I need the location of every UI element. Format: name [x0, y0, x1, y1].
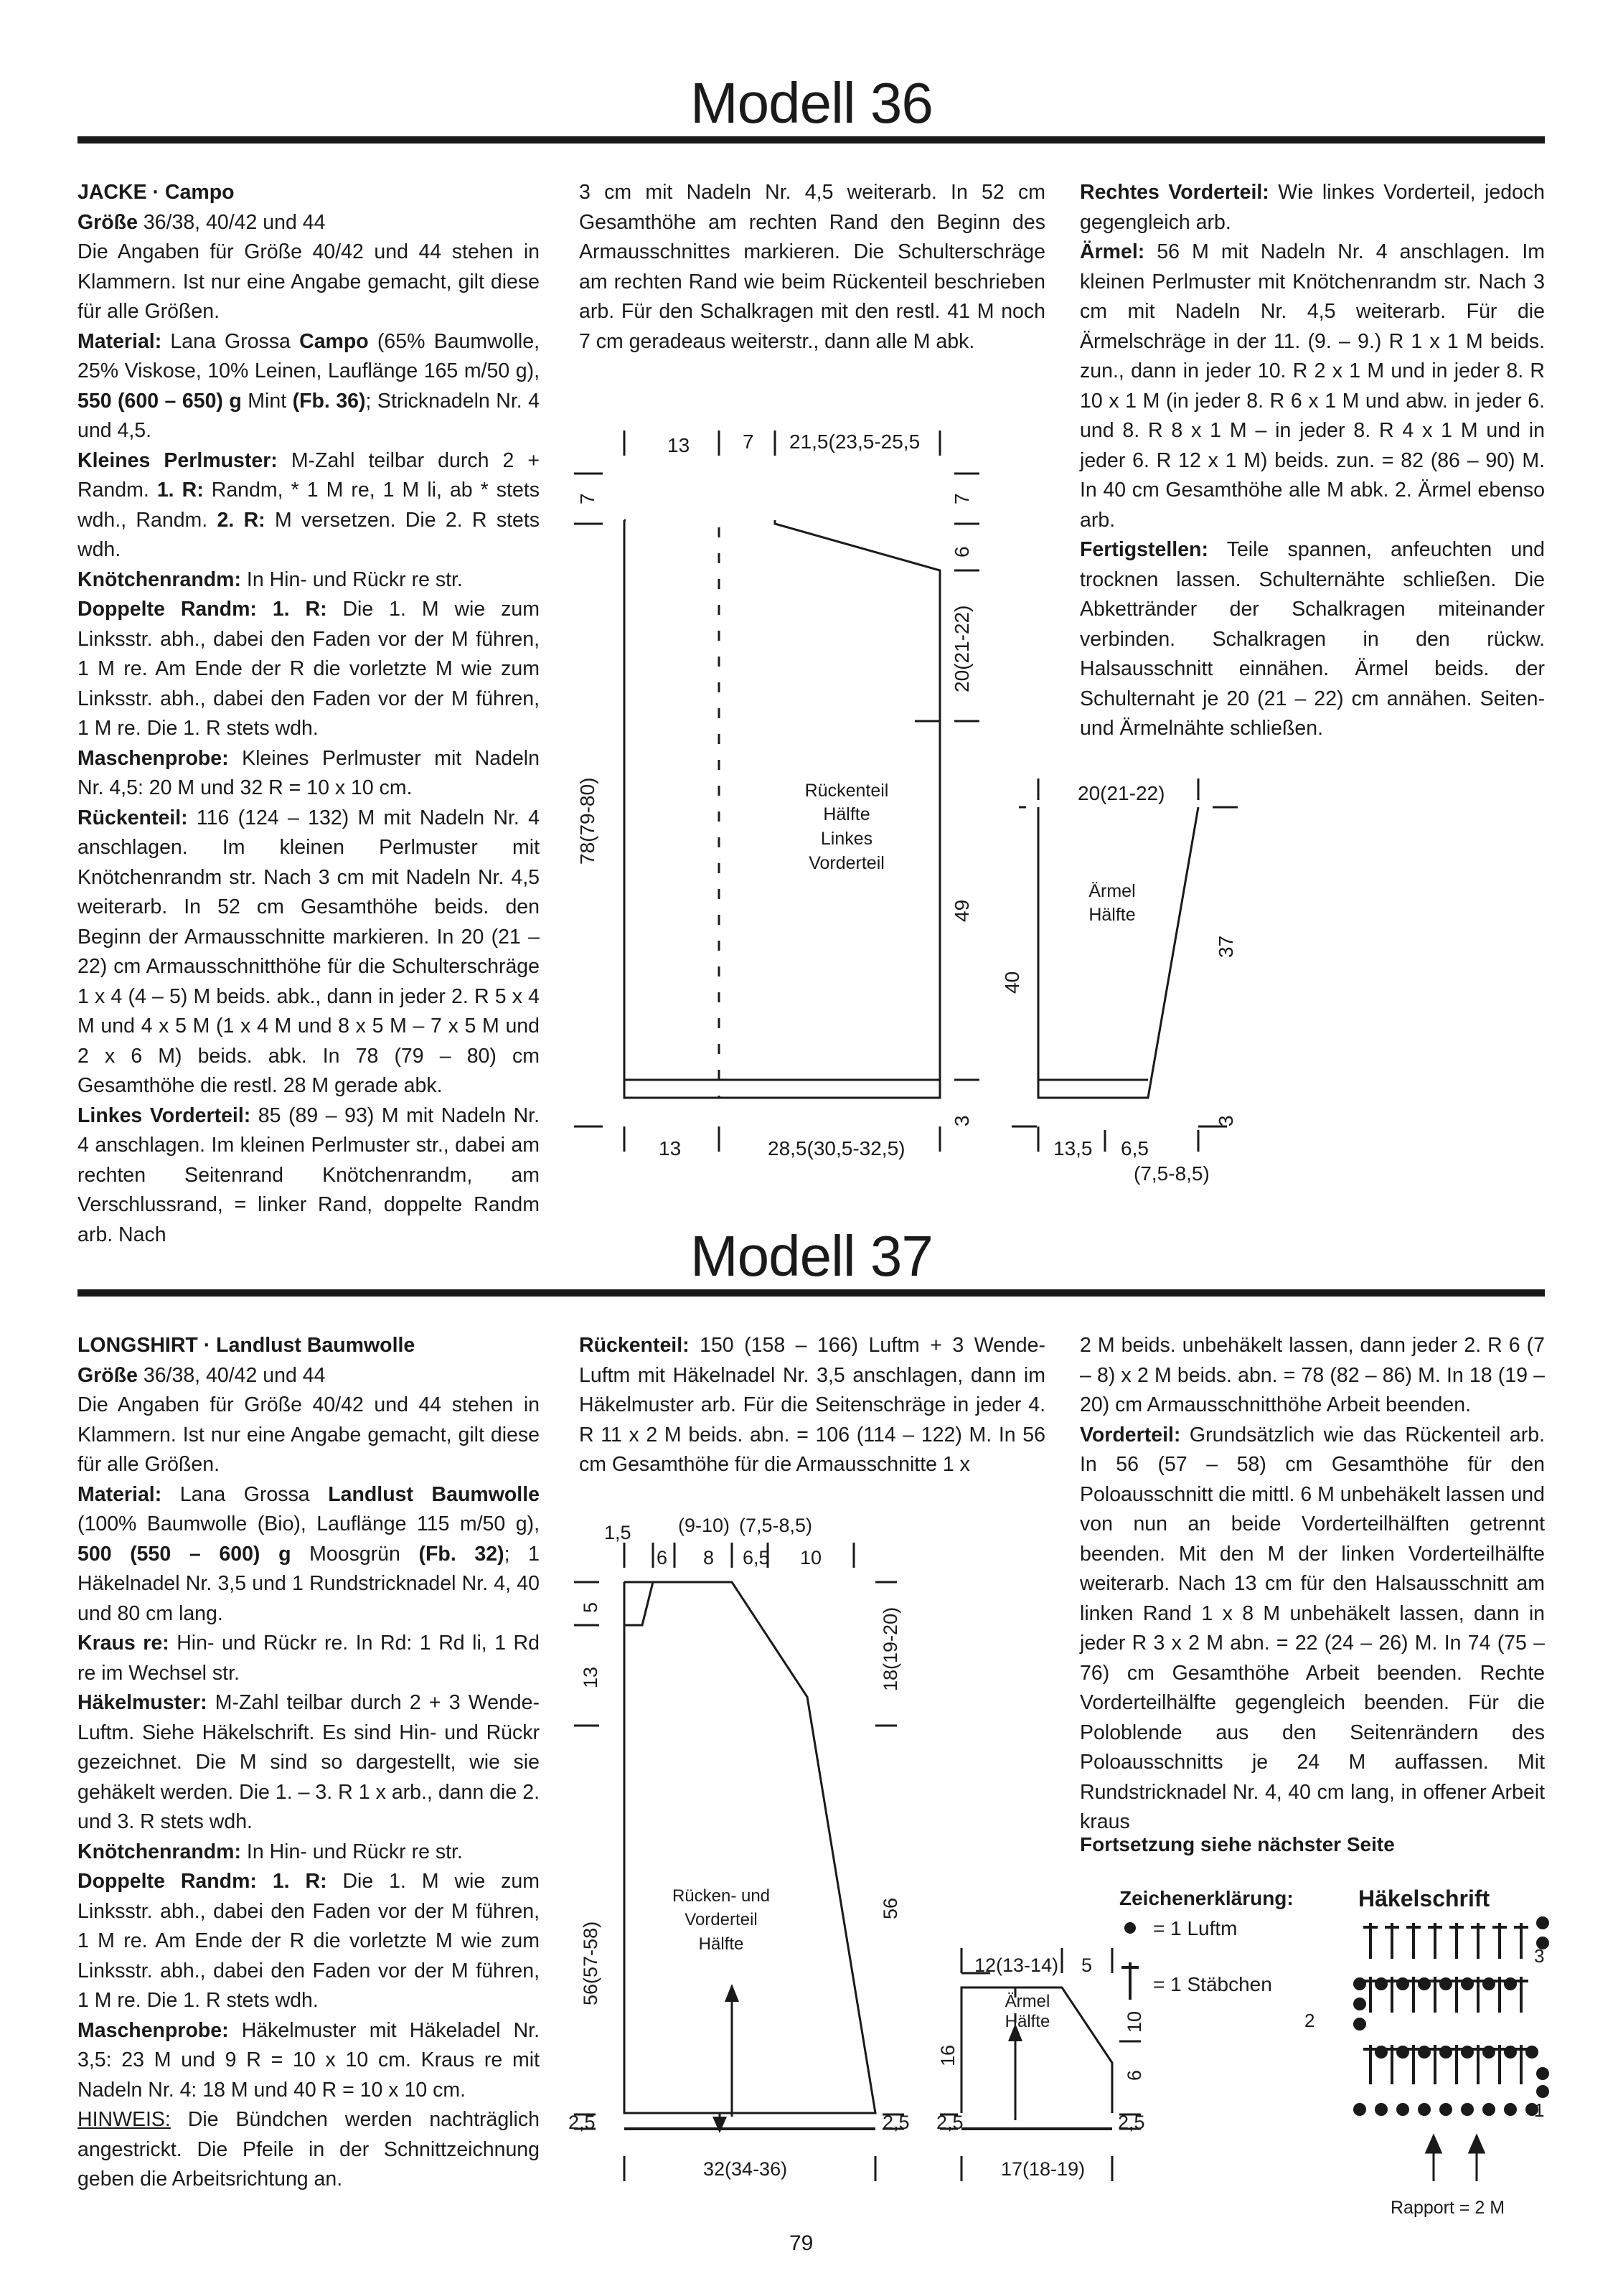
chart-row-3: 3 — [1534, 1945, 1545, 1967]
legend-title: Zeichenerklärung: — [1119, 1887, 1294, 1909]
paragraph — [77, 1331, 540, 1361]
luftm-mark — [1505, 2047, 1515, 2057]
dim-top-13: 13 — [667, 434, 690, 456]
luftm-mark — [1419, 2047, 1429, 2057]
text-run: Rechtes Vorderteil: — [1080, 181, 1269, 204]
body-label-3: Linkes — [820, 829, 873, 849]
text-run: Die Angaben für Größe 40/42 und 44 stehen in Klammern. Ist nur eine Angabe gemacht, gilt diese für alle Größen. — [77, 1393, 540, 1476]
text-run: 550 (600 – 650) g — [77, 389, 242, 413]
model37-title-rule — [77, 1289, 1545, 1297]
chart-row-1: 1 — [1534, 2099, 1545, 2121]
luftm-mark — [1355, 2104, 1365, 2114]
paragraph — [77, 565, 540, 596]
paragraph — [1080, 178, 1545, 237]
text-run: Ärmel: — [1080, 240, 1145, 263]
dim-top-910: (9-10) — [678, 1515, 730, 1536]
continued-note: Fortsetzung siehe nächster Seite — [1080, 1833, 1395, 1855]
text-run: Die 1. M wie zum Linksstr. abh., dabei den Faden vor der M führen, 1 M re. Am Ende der R die vorletzte M wie zum Linksstr. abh., dabei den Faden vor der M führen, 1 M re. Die 1. R stets wdh. — [77, 598, 540, 740]
model36-column-1 — [77, 178, 540, 1250]
sleeve-label-2: Hälfte — [1088, 905, 1136, 925]
paragraph — [77, 1101, 540, 1251]
dim-left-56: 56(57-58) — [580, 1921, 601, 2005]
text-run: In Hin- und Rückr re str. — [241, 568, 463, 591]
text-run: (Fb. 32) — [418, 1542, 504, 1566]
luftm-mark — [1376, 1979, 1386, 1989]
luftm-mark — [1419, 2104, 1429, 2114]
paragraph — [579, 178, 1045, 357]
text-run: 2 M beids. unbehäkelt lassen, dann jeder 2. R 6 (7 – 8) x 2 M beids. abn. = 78 (82 – 86) M. In 18 (19 – 20) cm Armausschnitthöhe Arbeit beenden. — [1080, 1334, 1545, 1416]
text-run: In Hin- und Rückr re str. — [241, 1840, 463, 1863]
dim-top-8: 8 — [703, 1547, 715, 1568]
dim-top-65: 6,5 — [743, 1547, 770, 1568]
dim-top-758: (7,5-8,5) — [739, 1515, 813, 1536]
text-run: Campo — [299, 329, 369, 353]
text-run: Häkelmuster mit Häkeladel Nr. 3,5: 23 M und 9 R = 10 x 10 cm. Kraus re mit Nadeln Nr. 4: 18 M und 40 R = 10 x 10 cm. — [77, 2018, 540, 2102]
dim-left-13: 13 — [580, 1666, 601, 1688]
luftm-mark — [1398, 2104, 1408, 2114]
text-run: M-Zahl teilbar durch 2 + 3 Wende-Luftm. Siehe Häkelschrift. Es sind Hin- und Rückr gezeichnet. Die M sind so dargestellt, wie sie gehäkelt werden. Die 1. – 3. R 1 x arb., dann die 2. und 3. R stets wdh. — [77, 1691, 540, 1833]
text-run: Doppelte Randm: 1. R: — [77, 1870, 327, 1893]
text-run: 150 (158 – 166) Luftm + 3 Wende-Luftm mit Häkelnadel Nr. 3,5 anschlagen, dann im Häkelmuster arb. Für die Seitenschräge in jeder 4. R 11 x 2 M beids. abn. = 106 (114 – 122) M. In 56 cm Gesamthöhe für die Armausschnitte 1 x — [579, 1334, 1045, 1476]
sleeve-outline — [1038, 807, 1198, 1098]
text-run: Grundsätzlich wie das Rückenteil arb. In 56 (57 – 58) cm Gesamthöhe für den Poloausschnitt die mittl. 6 M unbehäkelt lassen und von nun an beide Vorderteilhälften getrennt beenden. Mit den M der linken Vorderteilhälfte weiterarb. Nach 13 cm für den Halsausschnitt am linken Rand 1 x 8 M unbehäkelt lassen, dann in jeder R 3 x 2 M abn. = 22 (24 – 26) M. In 74 (75 – 76) cm Gesamthöhe Arbeit beenden. Rechte Vorderteilhälfte gegengleich beenden. Für die Poloblende aus den Seitenrändern des Poloausschnitts je 24 M auffassen. Mit Rundstricknadel Nr. 4, 40 cm lang, in offener Arbeit kraus — [1080, 1423, 1545, 1833]
model36-title: Modell 36 — [690, 71, 933, 135]
model37-title: Modell 37 — [690, 1224, 933, 1288]
luftm-mark — [1484, 2047, 1494, 2057]
text-run: 500 (550 – 600) g — [77, 1542, 291, 1566]
dim-bottom-13: 13 — [659, 1137, 682, 1159]
staebchen-symbol — [1121, 1962, 1139, 2000]
dim-right-6: 6 — [951, 546, 973, 557]
sleeve-37: 37 — [1215, 935, 1237, 958]
luftm-symbol — [1124, 1922, 1136, 1934]
text-run: Maschenprobe: — [77, 2018, 229, 2042]
body-outline — [624, 520, 940, 1098]
sleeve-17: 17(18-19) — [1001, 2158, 1086, 2180]
staebchen-mark — [1428, 1923, 1442, 1959]
sleeve-label-1: Ärmel — [1005, 1992, 1050, 2011]
staebchen-mark — [1492, 1923, 1507, 1959]
luftm-mark — [1462, 2047, 1472, 2057]
legend-luftm: = 1 Luftm — [1153, 1917, 1238, 1939]
dim-right-18: 18(19-20) — [880, 1606, 901, 1691]
luftm-mark — [1505, 2104, 1515, 2114]
luftm-mark — [1441, 1979, 1451, 1989]
crochet-chart — [1292, 1912, 1550, 2231]
paragraph — [77, 804, 540, 1101]
text-run: LONGSHIRT · Landlust Baumwolle — [77, 1334, 415, 1357]
sleeve-10: 10 — [1124, 2010, 1145, 2033]
text-run: Hin- und Rückr re. In Rd: 1 Rd li, 1 Rd re im Wechsel str. — [77, 1632, 540, 1685]
sleeve-3: 3 — [1215, 1115, 1237, 1126]
sleeve-25-left: 2,5 — [936, 2112, 964, 2133]
text-run: (65% Baumwolle, 25% Viskose, 10% Leinen, Lauflänge 165 m/50 g), — [77, 329, 540, 382]
text-run: ; 1 Häkelnadel Nr. 3,5 und 1 Rundstricknadel Nr. 4, 40 und 80 cm lang. — [77, 1542, 540, 1625]
luftm-mark — [1441, 2104, 1451, 2114]
staebchen-mark — [1406, 1923, 1421, 1959]
text-run: Maschenprobe: — [77, 746, 229, 770]
paragraph — [77, 1391, 540, 1480]
text-run: Rückenteil: — [579, 1334, 690, 1357]
dim-left-5: 5 — [580, 1601, 601, 1613]
dim-right-25: 2,5 — [883, 2112, 910, 2133]
paragraph — [77, 1361, 540, 1391]
text-run: Moosgrün — [291, 1542, 419, 1566]
paragraph — [77, 2105, 540, 2195]
sleeve-5: 5 — [1081, 1954, 1093, 1976]
legend-symbols — [1116, 1912, 1302, 2005]
chart-row-2: 2 — [1304, 2010, 1315, 2031]
text-run: 2. R: — [217, 508, 265, 532]
page-number: 79 — [789, 2231, 814, 2255]
sleeve-25-right: 2,5 — [1118, 2112, 1145, 2133]
staebchen-mark — [1363, 1923, 1378, 1959]
text-run: 36/38, 40/42 und 44 — [137, 210, 326, 234]
staebchen-mark — [1514, 1923, 1528, 1959]
text-run: Die Angaben für Größe 40/42 und 44 stehen in Klammern. Ist nur eine Angabe gemacht, gilt diese für alle Größen. — [77, 240, 540, 323]
text-run: JACKE · Campo — [77, 181, 235, 204]
luftm-mark — [1398, 1979, 1408, 1989]
luftm-mark — [1376, 2104, 1386, 2114]
luftm-mark — [1538, 2069, 1548, 2079]
body-label-2: Hälfte — [823, 804, 870, 824]
staebchen-mark — [1471, 1923, 1485, 1959]
luftm-mark — [1355, 1999, 1365, 2009]
dim-right-20: 20(21-22) — [951, 605, 973, 692]
text-run: HINWEIS: — [77, 2108, 171, 2131]
luftm-mark — [1462, 2104, 1472, 2114]
text-run: Größe — [77, 210, 138, 234]
text-run: Lana Grossa — [161, 329, 300, 353]
sleeve-135: 13,5 — [1053, 1137, 1093, 1159]
sleeve-6: 6 — [1124, 2069, 1145, 2081]
model36-schematic — [567, 420, 1299, 1216]
paragraph — [77, 2016, 540, 2106]
text-run: 1. R: — [156, 479, 204, 502]
text-run: Kraus re: — [77, 1632, 169, 1655]
paragraph — [77, 595, 540, 744]
text-run: 3 cm mit Nadeln Nr. 4,5 weiterarb. In 52 cm Gesamthöhe am rechten Rand den Beginn des Armausschnittes markieren. Die Schulterschräge am rechten Rand wie beim Rückenteil beschrieben arb. Für den Schalkragen mit den restl. 41 M noch 7 cm geradeaus weiterstr., dann alle M abk. — [579, 181, 1045, 353]
text-run: ; Stricknadeln Nr. 4 und 4,5. — [77, 389, 540, 442]
paragraph — [1080, 1331, 1545, 1421]
body-arrow-down-head — [712, 2117, 727, 2133]
text-run: Landlust Baumwolle — [328, 1482, 540, 1506]
text-run: Randm, * 1 M re, 1 M li, ab * stets wdh., Randm. — [77, 479, 540, 532]
sleeve-12: 12(13-14) — [974, 1954, 1059, 1976]
sleeve-16: 16 — [937, 2044, 959, 2066]
luftm-mark — [1538, 1918, 1548, 1928]
body-outline — [624, 1582, 875, 2113]
body-label-2: Vorderteil — [685, 1910, 758, 1929]
text-run: Knötchenrandm: — [77, 568, 241, 591]
paragraph — [77, 1838, 540, 1868]
body-label-4: Vorderteil — [809, 853, 885, 873]
sleeve-label-2: Hälfte — [1005, 2012, 1050, 2031]
sleeve-65: 6,5 — [1121, 1137, 1149, 1159]
text-run: Fertigstellen: — [1080, 538, 1208, 561]
text-run: Mint — [241, 389, 293, 413]
paragraph — [77, 1480, 540, 1629]
paragraph — [77, 1688, 540, 1838]
dim-right-7: 7 — [951, 493, 973, 504]
luftm-mark — [1527, 2047, 1537, 2057]
text-run: Rückenteil: — [77, 806, 188, 829]
text-run: Teile spannen, anfeuchten und trocknen lassen. Schulternähte schließen. Die Abkettränder der Schalkragen miteinander verbinden. Schalkragen in den rückw. Halsausschnitt einnähen. Ärmel beids. der Schulternaht je 20 (21 – 22) cm annähen. Seiten- und Ärmelnähte schließen. — [1080, 538, 1545, 740]
text-run: Kleines Perlmuster mit Nadeln Nr. 4,5: 20 M und 32 R = 10 x 10 cm. — [77, 746, 540, 799]
body-label-1: Rückenteil — [804, 781, 889, 801]
text-run: Material: — [77, 1482, 162, 1506]
body-label-3: Hälfte — [698, 1934, 744, 1954]
luftm-mark — [1355, 2019, 1365, 2029]
dim-top-6: 6 — [657, 1547, 668, 1568]
staebchen-mark — [1449, 1923, 1464, 1959]
luftm-mark — [1355, 1979, 1365, 1989]
text-run: 56 M mit Nadeln Nr. 4 anschlagen. Im kleinen Perlmuster mit Knötchenrandm str. Nach 3 cm mit Nadeln Nr. 4,5 weiterarb. Für die Ärmelschräge in der 11. (9. – 9.) R 1 x 1 M beids. zun., dann in jeder 10. R 2 x 1 M und in jeder 8. R 10 x 1 M (in jeder 8. R 6 x 1 M und abw. in jeder 6. und 8. R 8 x 1 M – in jeder 8. R 4 x 1 M und in jeder 6. R 12 x 1 M) beids. zun. = 82 (86 – 90) M. In 40 cm Gesamthöhe alle M abk. 2. Ärmel ebenso arb. — [1080, 240, 1545, 532]
dim-left-7: 7 — [576, 493, 598, 504]
paragraph — [77, 1629, 540, 1688]
sleeve-40: 40 — [1001, 971, 1023, 994]
luftm-mark — [1484, 1979, 1494, 1989]
dim-left-78: 78(79-80) — [576, 777, 598, 865]
text-run: M-Zahl teilbar durch 2 + Randm. — [77, 448, 540, 502]
text-run: (Fb. 36) — [292, 389, 366, 413]
text-run: Linkes Vorderteil: — [77, 1104, 251, 1127]
sleeve-75: (7,5-8,5) — [1134, 1162, 1210, 1185]
model37-column-2 — [579, 1331, 1045, 1480]
luftm-mark — [1538, 2086, 1548, 2097]
legend-staebchen: = 1 Stäbchen — [1153, 1973, 1272, 1995]
paragraph — [77, 237, 540, 327]
paragraph — [77, 1867, 540, 2016]
text-run: 85 (89 – 93) M mit Nadeln Nr. 4 anschlagen. Im kleinen Perlmuster str., dabei am rechten Seitenrand Knötchenrandm, am Verschlussrand, = linker Rand, doppelte Randm arb. Nach — [77, 1104, 540, 1246]
paragraph — [77, 327, 540, 446]
rapport-label: Rapport = 2 M — [1391, 2198, 1505, 2218]
text-run: Knötchenrandm: — [77, 1840, 241, 1863]
sleeve-label-1: Ärmel — [1088, 881, 1136, 901]
dim-right-49: 49 — [951, 899, 973, 922]
chart-title: Häkelschrift — [1358, 1886, 1490, 1911]
model36-title-rule — [77, 136, 1545, 144]
dim-top-215: 21,5(23,5-25,5 — [789, 430, 921, 453]
text-run: Material: — [77, 329, 162, 353]
text-run: Die 1. M wie zum Linksstr. abh., dabei den Faden vor der M führen, 1 M re. Am Ende der R die vorletzte M wie zum Linksstr. abh., dabei den Faden vor der M führen, 1 M re. Die 1. R stets wdh. — [77, 1870, 540, 2012]
text-run: M versetzen. Die 2. R stets wdh. — [77, 508, 540, 561]
dim-left-25: 2,5 — [568, 2112, 596, 2133]
paragraph — [77, 744, 540, 804]
text-run: 36/38, 40/42 und 44 — [137, 1363, 326, 1387]
luftm-mark — [1419, 1979, 1429, 1989]
luftm-mark — [1441, 2047, 1451, 2057]
model37-schematic — [567, 1510, 1277, 2235]
dim-right-3: 3 — [951, 1115, 973, 1126]
text-run: Kleines Perlmuster: — [77, 448, 278, 472]
luftm-mark — [1462, 1979, 1472, 1989]
paragraph — [77, 208, 540, 238]
text-run: Vorderteil: — [1080, 1423, 1181, 1446]
text-run: Häkelmuster: — [77, 1691, 207, 1714]
text-run: Lana Grossa — [161, 1482, 329, 1506]
sleeve-top: 20(21-22) — [1078, 782, 1165, 804]
dim-top-10: 10 — [800, 1547, 822, 1568]
staebchen-mark — [1385, 1923, 1399, 1959]
text-run: (100% Baumwolle (Bio), Lauflänge 115 m/50 g), — [77, 1512, 540, 1535]
text-run: Größe — [77, 1363, 138, 1387]
text-run: Doppelte Randm: 1. R: — [77, 598, 327, 621]
luftm-mark — [1505, 1979, 1515, 1989]
dim-right-56: 56 — [880, 1897, 901, 1919]
model37-column-1 — [77, 1331, 540, 2195]
model36-column-2 — [579, 178, 1045, 357]
luftm-mark — [1484, 2104, 1494, 2114]
dim-bottom-285: 28,5(30,5-32,5) — [768, 1137, 906, 1159]
dim-top-15: 1,5 — [604, 1522, 631, 1543]
paragraph — [77, 446, 540, 565]
body-label-1: Rücken- und — [672, 1886, 771, 1906]
paragraph — [77, 178, 540, 208]
text-run: Die Bündchen werden nachträglich angestrickt. Die Pfeile in der Schnittzeichnung geben die Arbeitsrichtung an. — [77, 2108, 540, 2191]
dim-bottom-32: 32(34-36) — [703, 2158, 788, 2180]
body-arrow-up-head — [725, 1984, 739, 2002]
luftm-mark — [1376, 2047, 1386, 2057]
text-run: Wie linkes Vorderteil, jedoch gegengleich arb. — [1080, 181, 1546, 234]
luftm-mark — [1398, 2047, 1408, 2057]
text-run: 116 (124 – 132) M mit Nadeln Nr. 4 anschlagen. Im kleinen Perlmuster mit Knötchenrandm str. Nach 3 cm mit Nadeln Nr. 4,5 weiterarb. In 52 cm Gesamthöhe beids. den Beginn der Armausschnitte markieren. In 20 (21 – 22) cm Armausschnitthöhe für die Schulterschräge 1 x 4 (4 – 5) M beids. abk., dann in jeder 2. R 5 x 4 M und 4 x 5 M (1 x 4 M und 8 x 5 M – 7 x 5 M und 2 x 6 M) beids. abk. In 78 (79 – 80) cm Gesamthöhe die restl. 28 M gerade abk. — [77, 806, 540, 1097]
dim-top-7: 7 — [743, 430, 754, 453]
paragraph — [579, 1331, 1045, 1480]
